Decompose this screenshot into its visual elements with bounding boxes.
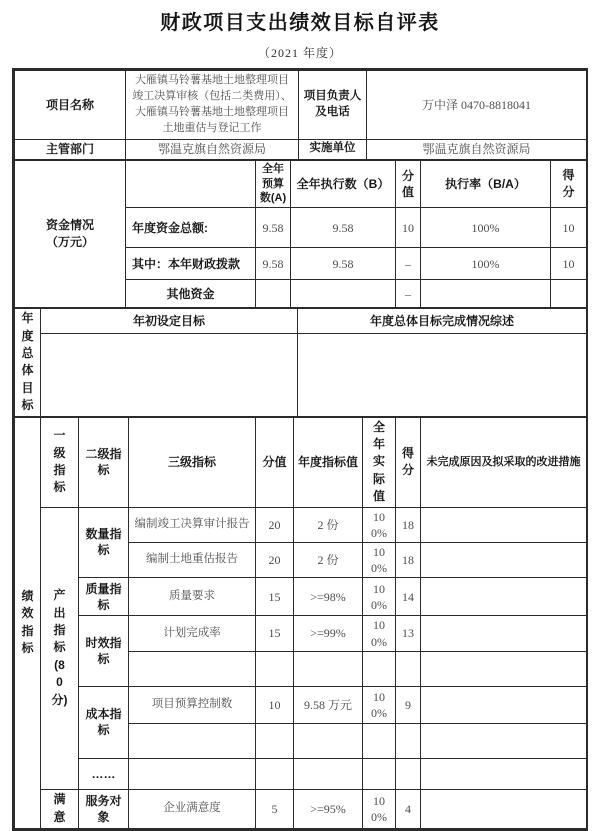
indicator-improve: [421, 651, 587, 686]
funding-section-label: 资金情况（万元）: [15, 160, 126, 308]
indicator-target: [294, 651, 363, 686]
indicator-target: 2 份: [294, 507, 363, 542]
indicator-score: 9: [396, 686, 421, 723]
indicator-weight: 10: [256, 686, 294, 723]
funding-gov-weight: –: [396, 248, 421, 280]
indicator-target: [294, 758, 363, 789]
project-name-label: 项目名称: [15, 71, 126, 140]
indicators-col-actual: 全年实际值: [363, 417, 396, 507]
indicator-l3: [129, 723, 256, 758]
funding-gov-budget: 9.58: [256, 248, 291, 280]
indicator-actual: 100%: [363, 542, 396, 577]
funding-total-score: 10: [551, 208, 587, 248]
indicator-actual: [363, 758, 396, 789]
indicator-l3: [129, 651, 256, 686]
funding-other-score: [551, 280, 587, 308]
indicator-row: [15, 616, 587, 651]
page-title: 财政项目支出绩效目标自评表: [160, 12, 440, 34]
indicator-score: 18: [396, 507, 421, 542]
indicator-improve: [421, 578, 587, 616]
indicator-l3: 编制竣工决算审计报告: [129, 507, 256, 542]
table-row: [15, 71, 587, 140]
indicator-score: [396, 651, 421, 686]
indicator-weight: 15: [256, 616, 294, 651]
level2-quantity-label: 数量指标: [79, 507, 129, 578]
dept-value: 鄂温克旗自然资源局: [126, 139, 299, 159]
level1-satisfaction-label: 满意: [41, 789, 79, 828]
funding-other-budget: [256, 280, 291, 308]
indicator-l3: [129, 758, 256, 789]
indicator-weight: 20: [256, 542, 294, 577]
annual-goal-col-initial: 年初设定目标: [41, 309, 298, 333]
dept-label: 主管部门: [15, 139, 126, 159]
table-row: [15, 309, 587, 333]
indicator-weight: [256, 651, 294, 686]
level2-service-label: 服务对象: [79, 789, 129, 828]
indicators-col-l1: 一级指标: [41, 417, 79, 507]
annual-goal-table: [14, 308, 587, 416]
indicator-weight: [256, 758, 294, 789]
indicator-score: 4: [396, 789, 421, 828]
table-row: [15, 333, 587, 416]
funding-row-other-label: 其他资金: [126, 280, 256, 308]
indicator-l3: 项目预算控制数: [129, 686, 256, 723]
funding-other-weight: –: [396, 280, 421, 308]
annual-goal-summary-content: [298, 333, 587, 416]
funding-col-weight: 分值: [396, 160, 421, 208]
indicator-row: [15, 758, 587, 789]
indicator-improve: [421, 723, 587, 758]
table-row: [15, 160, 587, 208]
project-name-value: 大雁镇马铃薯基地土地整理项目竣工决算审核（包括二类费用）、大雁镇马铃薯基地土地整理项目土地重估与登记工作: [126, 71, 299, 140]
indicator-l3: 编制土地重估报告: [129, 542, 256, 577]
indicator-weight: 15: [256, 578, 294, 616]
funding-other-rate: [421, 280, 551, 308]
indicators-col-improve: 未完成原因及拟采取的改进措施: [421, 417, 587, 507]
funding-total-rate: 100%: [421, 208, 551, 248]
indicator-actual: 100%: [363, 686, 396, 723]
indicator-target: >=95%: [294, 789, 363, 828]
indicator-target: >=99%: [294, 616, 363, 651]
indicator-improve: [421, 789, 587, 828]
indicator-improve: [421, 542, 587, 577]
indicator-actual: 100%: [363, 578, 396, 616]
indicator-target: 9.58 万元: [294, 686, 363, 723]
annual-goal-initial-content: [41, 333, 298, 416]
funding-col-budget: 全年预算数(A): [256, 160, 291, 208]
indicator-weight: [256, 723, 294, 758]
indicator-improve: [421, 686, 587, 723]
evaluation-table: [12, 68, 588, 831]
indicator-actual: 100%: [363, 616, 396, 651]
funding-total-weight: 10: [396, 208, 421, 248]
indicators-section-label: 绩效指标: [15, 417, 41, 828]
indicator-actual: 100%: [363, 507, 396, 542]
indicator-target: [294, 723, 363, 758]
impl-unit-value: 鄂温克旗自然资源局: [367, 139, 587, 159]
indicator-row: [15, 686, 587, 723]
indicator-target: >=98%: [294, 578, 363, 616]
funding-col-score: 得分: [551, 160, 587, 208]
indicator-weight: 20: [256, 507, 294, 542]
indicators-col-l2: 二级指标: [79, 417, 129, 507]
indicator-l3: 企业满意度: [129, 789, 256, 828]
funding-row-gov-label: 其中：本年财政拨款: [126, 248, 256, 280]
funding-total-exec: 9.58: [291, 208, 396, 248]
indicators-table: [14, 417, 587, 829]
indicator-score: [396, 758, 421, 789]
funding-other-exec: [291, 280, 396, 308]
indicator-actual: [363, 651, 396, 686]
project-info-table: [14, 70, 587, 160]
indicator-row: [15, 578, 587, 616]
project-leader-label: 项目负责人及电话: [299, 71, 367, 140]
impl-unit-label: 实施单位: [299, 139, 367, 159]
project-leader-value: 万中泽 0470-8818041: [367, 71, 587, 140]
table-row: [15, 139, 587, 159]
annual-goal-col-summary: 年度总体目标完成情况综述: [298, 309, 587, 333]
indicator-improve: [421, 616, 587, 651]
indicator-l3: 质量要求: [129, 578, 256, 616]
indicators-col-weight: 分值: [256, 417, 294, 507]
indicator-improve: [421, 507, 587, 542]
funding-label-header-cell: [126, 160, 256, 208]
level2-ellipsis-label: ……: [79, 758, 129, 789]
indicator-l3: 计划完成率: [129, 616, 256, 651]
indicator-actual: 100%: [363, 789, 396, 828]
level2-timeliness-label: 时效指标: [79, 616, 129, 686]
indicator-weight: 5: [256, 789, 294, 828]
funding-gov-rate: 100%: [421, 248, 551, 280]
funding-total-budget: 9.58: [256, 208, 291, 248]
funding-col-exec: 全年执行数（B）: [291, 160, 396, 208]
indicator-score: 13: [396, 616, 421, 651]
indicator-score: 14: [396, 578, 421, 616]
indicator-row: [15, 507, 587, 542]
funding-table: [14, 160, 587, 309]
level2-quality-label: 质量指标: [79, 578, 129, 616]
indicators-header-row: [15, 417, 587, 507]
indicator-target: 2 份: [294, 542, 363, 577]
funding-gov-exec: 9.58: [291, 248, 396, 280]
indicator-score: [396, 723, 421, 758]
funding-row-total-label: 年度资金总额:: [126, 208, 256, 248]
indicators-col-target: 年度指标值: [294, 417, 363, 507]
page-subtitle: （2021 年度）: [257, 46, 342, 60]
indicator-actual: [363, 723, 396, 758]
annual-goal-section-label: 年度总体目标: [15, 309, 41, 416]
funding-gov-score: 10: [551, 248, 587, 280]
level2-cost-label: 成本指标: [79, 686, 129, 758]
indicator-score: 18: [396, 542, 421, 577]
indicators-col-score: 得分: [396, 417, 421, 507]
indicator-row: [15, 789, 587, 828]
level1-output-label: 产出指标(80分): [41, 507, 79, 789]
indicator-improve: [421, 758, 587, 789]
funding-col-rate: 执行率（B/A）: [421, 160, 551, 208]
indicators-col-l3: 三级指标: [129, 417, 256, 507]
